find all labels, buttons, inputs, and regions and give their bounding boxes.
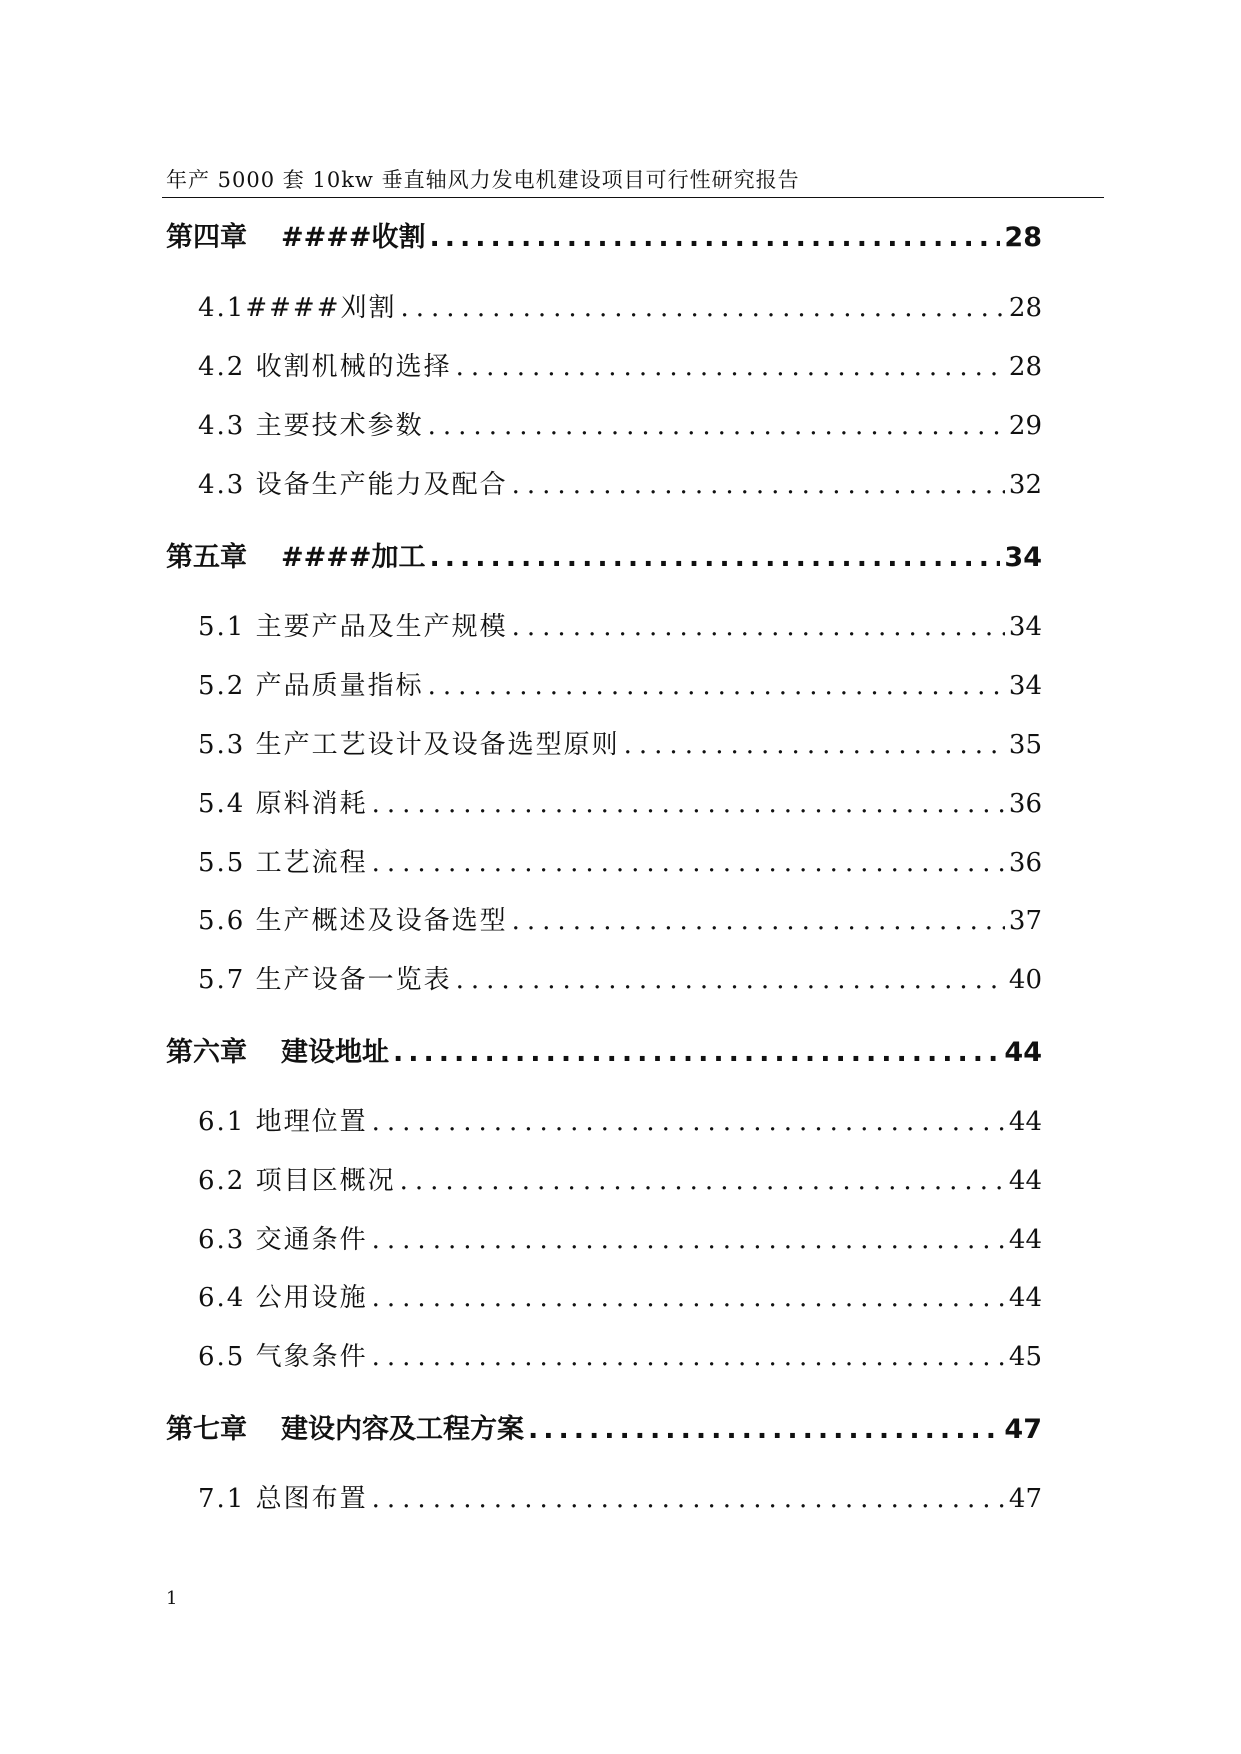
- toc-number: 第七章: [166, 1414, 247, 1445]
- toc-title: 生产概述及设备选型: [255, 906, 508, 936]
- toc-number: 5.3: [198, 730, 246, 760]
- toc-section-4-2[interactable]: [198, 346, 1042, 382]
- toc-leader: [456, 352, 1005, 382]
- toc-page-number: 32: [1008, 470, 1042, 500]
- toc-title: 产品质量指标: [255, 671, 424, 701]
- toc-page-number: 28: [1008, 352, 1042, 382]
- toc-number: 第六章: [166, 1037, 247, 1068]
- toc-leader: [372, 1225, 1005, 1255]
- toc-page-number: 34: [1008, 671, 1042, 701]
- toc-chapter-7[interactable]: [166, 1407, 1042, 1443]
- toc-page-number: 47: [1008, 1484, 1042, 1514]
- toc-page-number: 36: [1008, 789, 1042, 819]
- footer-page-number: 1: [166, 1588, 178, 1609]
- toc-page-number: 47: [1004, 1414, 1042, 1445]
- toc-section-6-3[interactable]: [198, 1219, 1042, 1255]
- toc-title: 气象条件: [255, 1342, 368, 1372]
- toc-section-5-3[interactable]: [198, 724, 1042, 760]
- toc-number: 4.2: [198, 352, 246, 382]
- toc-number: 5.2: [198, 671, 246, 701]
- toc-leader: [372, 1484, 1005, 1514]
- toc-leader: [393, 1037, 1000, 1068]
- toc-leader: [372, 1342, 1005, 1372]
- toc-leader: [512, 470, 1005, 500]
- toc-number: 5.1: [198, 612, 246, 642]
- toc-number: 6.4: [198, 1283, 246, 1313]
- toc-title: 公用设施: [255, 1283, 368, 1313]
- toc-section-6-2[interactable]: [198, 1160, 1042, 1196]
- toc-page-number: 44: [1004, 1037, 1042, 1068]
- toc-leader: [428, 411, 1005, 441]
- toc-title: 地理位置: [255, 1107, 368, 1137]
- toc-number: 6.3: [198, 1225, 246, 1255]
- toc-number: 第四章: [166, 222, 247, 253]
- toc-title: 工艺流程: [255, 848, 368, 878]
- toc-leader: [372, 848, 1005, 878]
- toc-title: ####加工: [281, 542, 426, 573]
- toc-title: 总图布置: [255, 1484, 368, 1514]
- toc-leader: [624, 730, 1005, 760]
- toc-section-5-1[interactable]: [198, 606, 1042, 642]
- toc-title: 主要技术参数: [255, 411, 424, 441]
- toc-number: 5.4: [198, 789, 246, 819]
- toc-section-5-7[interactable]: [198, 959, 1042, 995]
- toc-page-number: 29: [1008, 411, 1042, 441]
- toc-page-number: 40: [1008, 965, 1042, 995]
- toc-title: 建设地址: [281, 1037, 389, 1068]
- toc-leader: [528, 1414, 1000, 1445]
- toc-leader: [400, 1166, 1005, 1196]
- toc-title: 交通条件: [255, 1225, 368, 1255]
- toc-number: 5.5: [198, 848, 246, 878]
- toc-number: 4.3: [198, 411, 246, 441]
- toc-page-number: 44: [1008, 1225, 1042, 1255]
- toc-section-5-5[interactable]: [198, 842, 1042, 878]
- toc-section-7-1[interactable]: [198, 1478, 1042, 1514]
- toc-number: 6.5: [198, 1342, 246, 1372]
- toc-page-number: 34: [1004, 542, 1042, 573]
- toc-title: 建设内容及工程方案: [281, 1414, 524, 1445]
- toc-leader: [512, 612, 1005, 642]
- toc-title: 生产设备一览表: [255, 965, 452, 995]
- toc-page-number: 35: [1008, 730, 1042, 760]
- toc-title: 生产工艺设计及设备选型原则: [255, 730, 620, 760]
- toc-section-4-3b[interactable]: [198, 464, 1042, 500]
- toc-number: 7.1: [198, 1484, 246, 1514]
- toc-number: 5.7: [198, 965, 246, 995]
- toc-section-5-4[interactable]: [198, 783, 1042, 819]
- header-rule: [162, 197, 1104, 198]
- toc-chapter-5[interactable]: [166, 535, 1042, 571]
- toc-title: 设备生产能力及配合: [255, 470, 508, 500]
- toc-leader: [372, 789, 1005, 819]
- toc-page-number: 44: [1008, 1166, 1042, 1196]
- toc-leader: [430, 542, 1001, 573]
- toc-page-number: 45: [1008, 1342, 1042, 1372]
- toc-number: 6.1: [198, 1107, 246, 1137]
- toc-number: 4.1: [198, 293, 246, 323]
- toc-title: 原料消耗: [255, 789, 368, 819]
- toc-page-number: 34: [1008, 612, 1042, 642]
- toc-leader: [401, 293, 1005, 323]
- toc-number: 4.3: [198, 470, 246, 500]
- toc-title: 收割机械的选择: [255, 352, 452, 382]
- toc-title: 主要产品及生产规模: [255, 612, 508, 642]
- toc-page-number: 44: [1008, 1283, 1042, 1313]
- toc-chapter-4[interactable]: [166, 215, 1042, 251]
- toc-page-number: 28: [1008, 293, 1042, 323]
- toc-page-number: 37: [1008, 906, 1042, 936]
- toc-leader: [430, 222, 1001, 253]
- toc-leader: [372, 1107, 1005, 1137]
- toc-leader: [456, 965, 1005, 995]
- toc-page-number: 28: [1004, 222, 1042, 253]
- toc-leader: [372, 1283, 1005, 1313]
- toc-chapter-6[interactable]: [166, 1030, 1042, 1066]
- toc-section-5-2[interactable]: [198, 665, 1042, 701]
- toc-section-6-4[interactable]: [198, 1277, 1042, 1313]
- toc-leader: [512, 906, 1005, 936]
- toc-section-6-1[interactable]: [198, 1101, 1042, 1137]
- toc-number: 5.6: [198, 906, 246, 936]
- toc-leader: [428, 671, 1005, 701]
- toc-number: 第五章: [166, 542, 247, 573]
- toc-title: 项目区概况: [255, 1166, 396, 1196]
- toc-number: 6.2: [198, 1166, 246, 1196]
- toc-section-4-1[interactable]: [198, 287, 1042, 323]
- toc-title: ####刈割: [245, 293, 397, 323]
- running-header: 年产 5000 套 10kw 垂直轴风力发电机建设项目可行性研究报告: [166, 168, 800, 192]
- toc-page-number: 36: [1008, 848, 1042, 878]
- toc-page-number: 44: [1008, 1107, 1042, 1137]
- toc-title: ####收割: [281, 222, 426, 253]
- toc-section-5-6[interactable]: [198, 900, 1042, 936]
- toc-section-6-5[interactable]: [198, 1336, 1042, 1372]
- toc-section-4-3[interactable]: [198, 405, 1042, 441]
